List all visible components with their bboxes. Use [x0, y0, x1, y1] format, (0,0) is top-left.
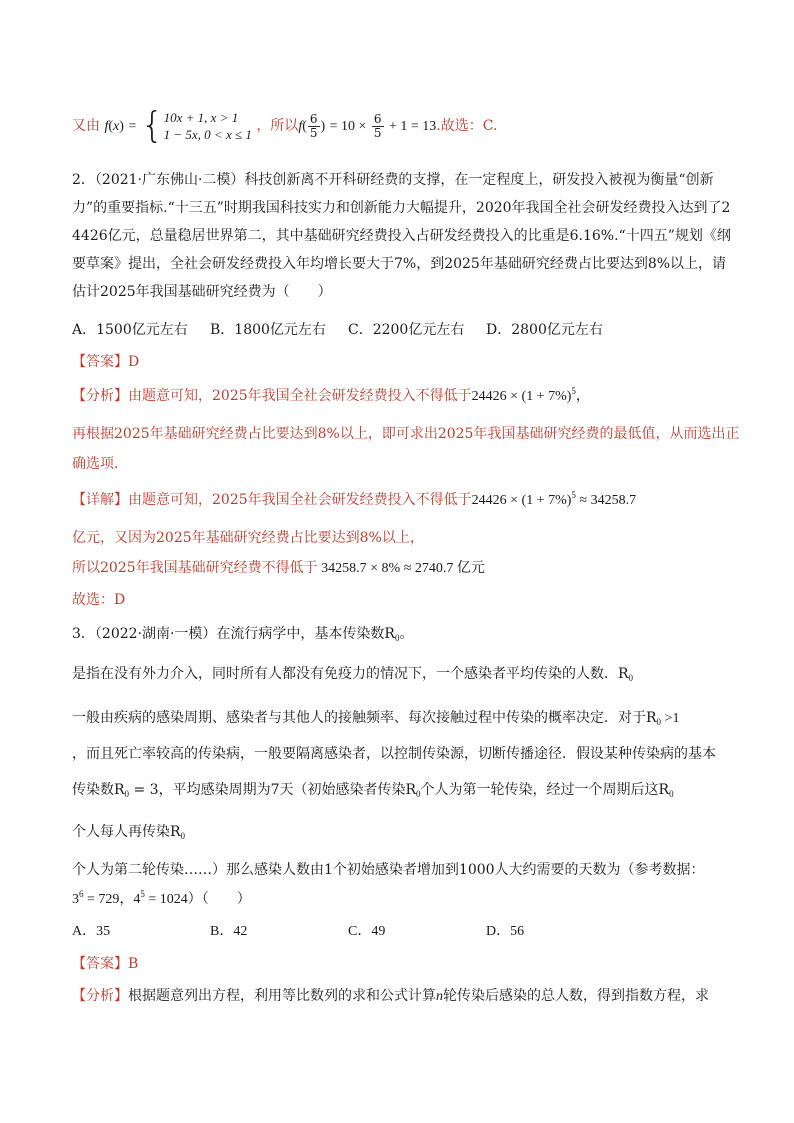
q2-analysis-line-1	[72, 386, 722, 407]
q3-line-8	[72, 890, 722, 910]
q2-analysis-expr: 24426 × (1 + 7%)	[471, 389, 572, 404]
frac-den-b: 5	[373, 125, 382, 140]
q2-detail-expr: 24426 × (1 + 7%)	[471, 493, 572, 508]
fx-var: x	[113, 119, 120, 134]
fraction-6-5	[308, 113, 320, 140]
q2-detail-line-3	[72, 558, 722, 579]
q3-line-5-b: = 3，平均感染周期为7天（初始感染者传染R	[129, 782, 417, 798]
q3-analysis-line-1	[72, 986, 722, 1007]
top-line-lead: 又由	[72, 118, 100, 134]
q3-line-5-sub3: 0	[669, 789, 674, 799]
q3-line-8-b: = 729，4	[83, 892, 141, 907]
q2-line-2: 力”的重要指标.“十三五”时期我国科技实力和创新能力大幅提升，2020年我国全社会研发经费投入达到了2	[72, 200, 731, 216]
q3-option-c[interactable]: C．49	[348, 924, 386, 939]
q3-options	[72, 922, 722, 942]
frac-den: 5	[309, 125, 318, 140]
q3-line-1-text: 3．（2022·湖南·一模）在流行病学中，基本传染数R	[72, 626, 395, 642]
q3-line-3-sub: 0	[656, 717, 662, 727]
fx-symbol: f	[104, 119, 109, 134]
q3-line-6-text: 个人每人再传染R	[72, 824, 181, 840]
fx2-symbol: f	[298, 119, 303, 134]
q2-detail-exp: 5	[571, 490, 576, 500]
q2-line-3: 4426亿元，总量稳居世界第二，其中基础研究经费投入占研发经费投入的比重是6.16%.“十四五”规划《纲	[72, 228, 731, 244]
piecewise-brace: {	[140, 105, 164, 146]
q3-line-4: ，而且死亡率较高的传染病，一般要隔离感染者，以控制传染源，切断传播途径．假设某种传染病的基本	[72, 746, 716, 762]
q3-line-3-end: >1	[661, 711, 680, 726]
q2-detail-3-expr: 34258.7 × 8% ≈ 2740.7 亿元	[317, 561, 485, 576]
q3-option-b[interactable]: B．42	[210, 924, 248, 939]
q3-analysis-text-1: 根据题意列出方程，利用等比数列的求和公式计算	[128, 988, 436, 1004]
fx-equals: =	[128, 119, 137, 134]
q3-line-5-a: 传染数R	[72, 782, 125, 798]
piecewise-cases	[164, 109, 252, 143]
q2-option-c[interactable]: C．2200亿元左右	[348, 322, 465, 338]
frac-num: 6	[309, 111, 318, 126]
q2-analysis-end: ，	[575, 388, 590, 404]
q3-line-8-a-exp: 6	[79, 889, 84, 899]
q2-analysis-text: 由题意可知，2025年我国全社会研发经费投入不得低于	[128, 388, 472, 404]
suoyi-text: ，所以	[256, 118, 299, 134]
q3-line-5-sub: 0	[124, 789, 130, 799]
top-conclusion: .故选：C.	[436, 118, 498, 134]
q2-answer: 【答案】D	[72, 354, 140, 370]
q2-analysis-tag: 【分析】	[72, 388, 128, 404]
q3-answer: 【答案】B	[72, 956, 139, 972]
q2-analysis-line-3: 确选项.	[72, 456, 119, 472]
q2-detail-line-2: 亿元，又因为2025年基础研究经费占比要达到8%以上，	[72, 530, 424, 546]
q2-detail-3-text: 所以2025年我国基础研究经费不得低于	[72, 560, 318, 576]
q3-line-2-sub: 0	[628, 673, 634, 683]
q3-line-2	[72, 664, 722, 684]
q3-analysis-tag: 【分析】	[72, 988, 128, 1004]
q2-detail-tag: 【详解】	[72, 492, 128, 508]
q2-final: 故选：D	[72, 592, 126, 608]
q3-option-a[interactable]: A．35	[72, 924, 111, 939]
q3-analysis-text-2: 轮传染后感染的总人数，得到指数方程，求	[443, 988, 709, 1004]
eq2-text: = 10 ×	[329, 119, 367, 134]
q2-line-5: 估计2025年我国基础研究经费为（ ）	[72, 284, 332, 300]
q2-detail-tail: ≈ 34258.7	[575, 493, 637, 508]
q3-line-5-sub2: 0	[416, 789, 421, 799]
tail-text: + 1 = 13	[388, 119, 437, 134]
q2-option-a[interactable]: A．1500亿元左右	[72, 322, 188, 338]
piece-case-1: 10x + 1, x > 1	[163, 110, 239, 125]
top-line: 又由 f(x) = { 10x + 1, x > 1 1 − 5x, 0 < x ≤ 1 ，所以f( $\frac{6}{5}$ ) = 10 × $\frac{6}{5}$ + 1 = 13.故选：C.	[72, 105, 498, 146]
q3-line-8-b-exp: 5	[140, 889, 145, 899]
q3-line-6-sub: 0	[180, 831, 186, 841]
q2-detail-line-1	[72, 490, 722, 511]
q2-option-b[interactable]: B．1800亿元左右	[210, 322, 326, 338]
q3-line-3	[72, 708, 722, 729]
q2-options	[72, 320, 722, 340]
piece-case-2: 1 − 5x, 0 < x ≤ 1	[163, 127, 252, 142]
q3-line-3-text: 一般由疾病的感染周期、感染者与其他人的接触频率、每次接触过程中传染的概率决定．对于R	[72, 710, 657, 726]
fraction-6-5-b	[372, 113, 384, 140]
q3-line-1	[72, 624, 722, 644]
q3-line-8-c: = 1024）（ ）	[144, 892, 251, 907]
q3-line-5-c: 个人为第一轮传染，经过一个周期后这R	[420, 782, 670, 798]
q2-option-d[interactable]: D．2800亿元左右	[486, 322, 603, 338]
q3-line-1-end: 。	[399, 626, 414, 642]
q3-line-6	[72, 822, 722, 842]
q3-analysis-n: n	[436, 989, 443, 1004]
q3-line-1-sub: 0	[394, 633, 400, 643]
q2-analysis-line-2: 再根据2025年基础研究经费占比要达到8%以上，即可求出2025年我国基础研究经费的最低值，从而选出正	[72, 426, 740, 442]
q3-line-2-text: 是指在没有外力介入，同时所有人都没有免疫力的情况下，一个感染者平均传染的人数．R	[72, 666, 629, 682]
frac-num-b: 6	[373, 111, 382, 126]
q2-detail-text: 由题意可知，2025年我国全社会研发经费投入不得低于	[128, 492, 472, 508]
q2-analysis-exp: 5	[571, 386, 576, 396]
q3-line-7: 个人为第二轮传染……）那么感染人数由1个初始感染者增加到1000人大约需要的天数为（参考数据：	[72, 862, 705, 878]
q3-line-5	[72, 780, 722, 800]
q3-line-8-a: 3	[72, 892, 79, 907]
q2-line-1: 2．（2021·广东佛山·二模）科技创新离不开科研经费的支撑，在一定程度上，研发投入被视为衡量“创新	[72, 172, 714, 188]
q3-option-d[interactable]: D．56	[486, 924, 525, 939]
q2-line-4: 要草案》提出，全社会研发经费投入年均增长要大于7%，到2025年基础研究经费占比要达到8%以上，请	[72, 256, 727, 272]
